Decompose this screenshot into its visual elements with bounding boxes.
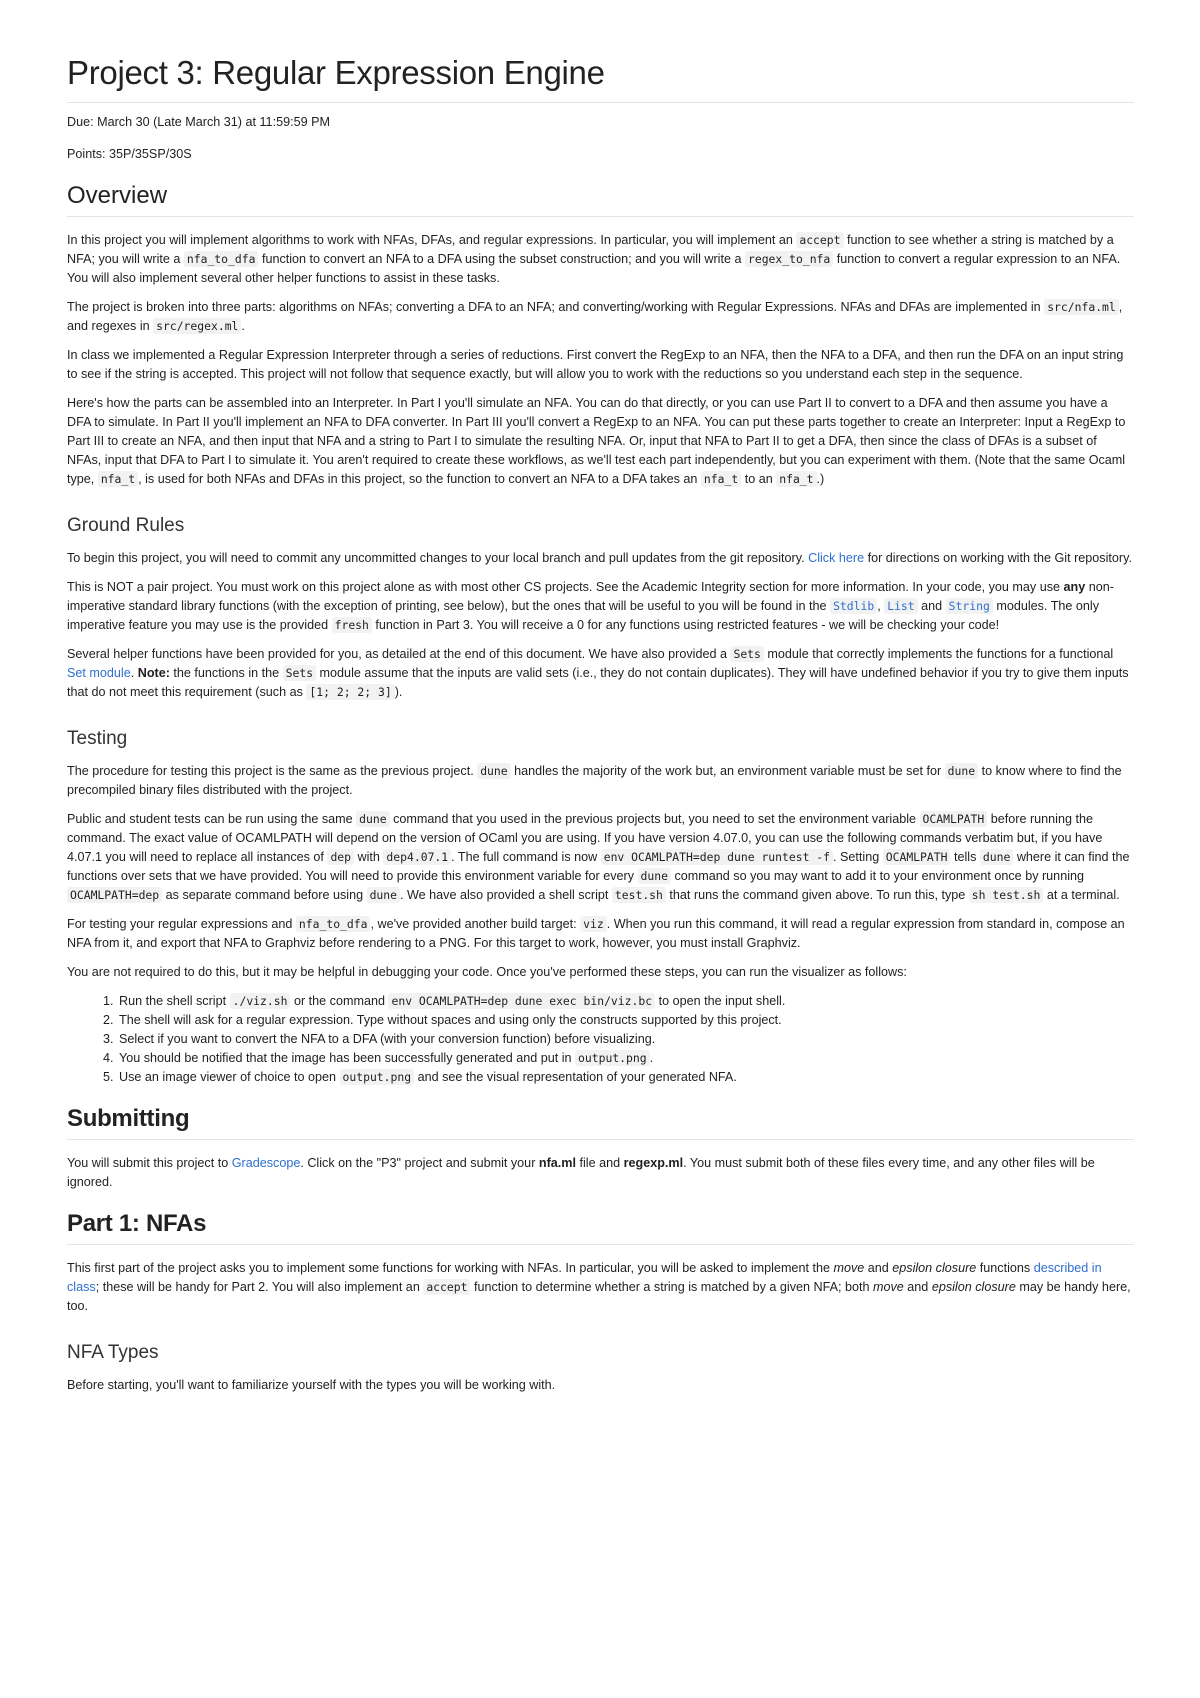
list-item: 1. Run the shell script ./viz.sh or the command env OCAMLPATH=dep dune exec bin/viz.bc to open the input shell. (117, 992, 1134, 1011)
overview-heading: Overview (67, 182, 1134, 217)
git-directions-link[interactable]: Click here (808, 551, 865, 565)
set-module-link[interactable]: Set module (67, 666, 131, 680)
overview-paragraph-1: In this project you will implement algorithms to work with NFAs, DFAs, and regular expressions. In particular, you will implement an accept function to see whether a string is matched by a NFA; you will write a nfa_to_dfa function to convert an NFA to a DFA using the subset construction; and you will write a regex_to_nfa function to convert a regular expression to an NFA. You will also implement several other helper functions to assist in these tasks. (67, 233, 1121, 285)
testing-paragraph-4: You are not required to do this, but it may be helpful in debugging your code. Once you've performed these steps, you can run the visualizer as follows: (67, 965, 907, 979)
part1-paragraph: This first part of the project asks you to implement some functions for working with NFAs. In particular, you will be asked to implement the move and epsilon closure functions described in class; these will be handy for Part 2. You will also implement an accept function to determine whether a string is matched by a given NFA; both move and epsilon closure may be handy here, too. (67, 1261, 1131, 1313)
described-in-class-link[interactable]: described in class (67, 1261, 1102, 1294)
overview-paragraph-2: The project is broken into three parts: algorithms on NFAs; converting a DFA to an NFA; and converting/working with Regular Expressions. NFAs and DFAs are implemented in src/nfa.ml , and regexes in src/regex.ml . (67, 300, 1123, 333)
code-sets: Sets (283, 665, 316, 681)
submitting-paragraph: You will submit this project to Gradescope. Click on the "P3" project and submit your nfa.ml file and regexp.ml. You must submit both of these files every time, and any other files will be ignored. (67, 1156, 1095, 1189)
points: Points: 35P/35SP/30S (67, 147, 192, 161)
list-item: 2. The shell will ask for a regular expression. Type without spaces and using only the constructs supported by this project. (117, 1011, 1134, 1030)
code-fresh: fresh (332, 617, 372, 633)
code-sets: Sets (730, 646, 763, 662)
code-nfa-t: nfa_t (98, 471, 138, 487)
list-item: 4. You should be notified that the image has been successfully generated and put in output.png . (117, 1049, 1134, 1068)
nfa-types-paragraph: Before starting, you'll want to familiarize yourself with the types you will be working with. (67, 1378, 556, 1392)
submitting-heading: Submitting (67, 1105, 1134, 1140)
part1-heading: Part 1: NFAs (67, 1210, 1134, 1245)
string-link[interactable]: String (946, 598, 993, 614)
testing-heading: Testing (67, 728, 128, 749)
list-link[interactable]: List (884, 598, 917, 614)
code-regex-to-nfa: regex_to_nfa (745, 251, 833, 267)
ground-rules-paragraph-1: To begin this project, you will need to commit any uncommitted changes to your local branch and pull updates from the git repository. Click here for directions on working with the Git repository. (67, 551, 1132, 565)
testing-paragraph-1: The procedure for testing this project is the same as the previous project. dune handles the majority of the work but, an environment variable must be set for dune to know where to find the precompiled binary files distributed with the project. (67, 764, 1122, 797)
testing-paragraph-3: For testing your regular expressions and nfa_to_dfa , we've provided another build target: viz . When you run this command, it will read a regular expression from standard in, compose an NFA from it, and export that NFA to Graphviz before rendering to a PNG. For this target to work, however, you must install Graphviz. (67, 917, 1125, 950)
list-item: 5. Use an image viewer of choice to open output.png and see the visual representation of your generated NFA. (117, 1068, 1134, 1087)
code-list-example: [1; 2; 2; 3] (306, 684, 394, 700)
code-accept: accept (796, 232, 843, 248)
overview-paragraph-4: Here's how the parts can be assembled into an Interpreter. In Part I you'll simulate an NFA. You can do that directly, or you can use Part II to convert to a DFA and then assume you have a DFA to simulate. In Part II you'll implement an NFA to DFA converter. In Part III you'll convert a RegExp to an NFA. You can put these parts together to create an Interpreter: Input a RegExp to Part III to create an NFA, and then input that NFA and a string to Part I to simulate the resulting NFA. Or, input that NFA to Part II to get a DFA, then since the class of DFAs is a subset of NFAs, input that DFA to Part I to simulate it. You aren't required to create these workflows, as we'll test each part independently, but you can experiment with them. (Note that the same Ocaml type, nfa_t , is used for both NFAs and DFAs in this project, so the function to convert an NFA to a DFA takes an nfa_t to an nfa_t .) (67, 396, 1126, 486)
due-date: Due: March 30 (Late March 31) at 11:59:59 PM (67, 115, 330, 129)
code-nfa-t: nfa_t (776, 471, 816, 487)
gradescope-link[interactable]: Gradescope (231, 1156, 301, 1170)
code-nfa-t: nfa_t (701, 471, 741, 487)
ground-rules-heading: Ground Rules (67, 515, 185, 536)
testing-paragraph-2: Public and student tests can be run using the same dune command that you used in the previous projects but, you need to set the environment variable OCAMLPATH before running the command. The exact value of OCAMLPATH will depend on the version of OCaml you are using. If you have version 4.07.0, you can use the following commands verbatim but, if you have 4.07.1 you will need to replace all instances of dep with dep4.07.1 . The full command is now env OCAMLPATH=dep dune runtest -f . Setting OCAMLPATH tells dune where it can find the functions over sets that we have provided. You will need to provide this environment variable for every dune command so you may want to add it to your environment once by running OCAMLPATH=dep as separate command before using dune . We have also provided a shell script test.sh that runs the command given above. To run this, type sh test.sh at a terminal. (67, 812, 1130, 902)
code-nfa-to-dfa: nfa_to_dfa (184, 251, 259, 267)
page-title: Project 3: Regular Expression Engine (67, 54, 1134, 103)
ground-rules-paragraph-3: Several helper functions have been provided for you, as detailed at the end of this document. We have also provided a Sets module that correctly implements the functions for a functional Set module. Note: the functions in the Sets module assume that the inputs are valid sets (i.e., they do not contain duplicates). They will have undefined behavior if you try to give them inputs that do not meet this requirement (such as [1; 2; 2; 3] ). (67, 647, 1129, 699)
code-regex-path: src/regex.ml (153, 318, 241, 334)
project-meta (67, 113, 1134, 164)
stdlib-link[interactable]: Stdlib (830, 598, 877, 614)
list-item: 3. Select if you want to convert the NFA to a DFA (with your conversion function) before visualizing. (117, 1030, 1134, 1049)
nfa-types-heading: NFA Types (67, 1342, 159, 1363)
overview-paragraph-3: In class we implemented a Regular Expression Interpreter through a series of reductions. First convert the RegExp to an NFA, then the NFA to a DFA, and then run the DFA on an input string to see if the string is accepted. This project will not follow that sequence exactly, but will allow you to work with the reductions so you understand each step in the sequence. (67, 348, 1124, 381)
code-nfa-path: src/nfa.ml (1044, 299, 1119, 315)
ground-rules-paragraph-2: This is NOT a pair project. You must work on this project alone as with most other CS projects. See the Academic Integrity section for more information. In your code, you may use any non-imperative standard library functions (with the exception of printing, see below), but the ones that will be useful to you will be found in the Stdlib , List and String modules. The only imperative feature you may use is the provided fresh function in Part 3. You will receive a 0 for any functions using restricted features - we will be checking your code! (67, 580, 1114, 632)
visualizer-steps (67, 992, 1134, 1087)
